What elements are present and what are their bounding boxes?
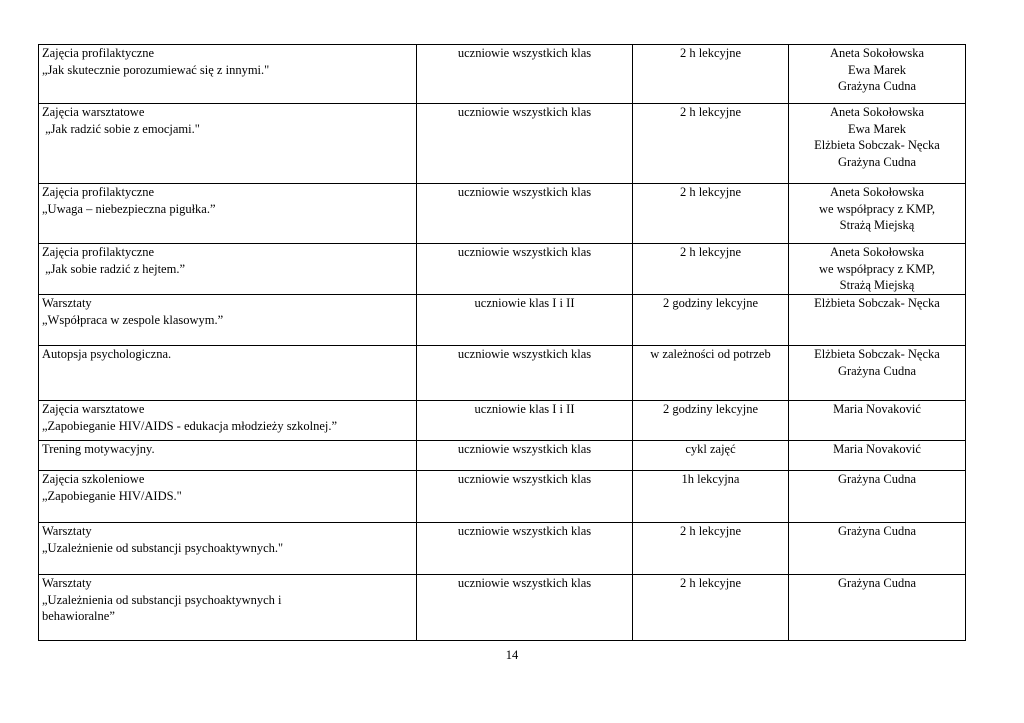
leaders-cell — [789, 244, 966, 295]
audience-cell: uczniowie wszystkich klas — [417, 523, 633, 575]
leader-name: Elżbieta Sobczak- Nęcka — [814, 347, 940, 361]
activity-line: Warsztaty — [42, 576, 92, 590]
duration-cell: w zależności od potrzeb — [633, 346, 789, 401]
activity-line: „Uwaga – niebezpieczna pigułka.” — [42, 201, 216, 216]
leader-name: Aneta Sokołowska — [829, 245, 925, 259]
activity-cell — [39, 244, 417, 295]
leader-name: Maria Novaković — [833, 442, 921, 456]
leader-name: Aneta Sokołowska — [829, 105, 925, 119]
audience-cell: uczniowie klas I i II — [417, 295, 633, 346]
table-row — [39, 346, 966, 401]
table-row — [39, 184, 966, 244]
table-row — [39, 45, 966, 104]
activity-cell — [39, 471, 417, 523]
audience-cell: uczniowie wszystkich klas — [417, 346, 633, 401]
activity-cell — [39, 45, 417, 104]
activity-line: Zajęcia profilaktyczne — [42, 245, 155, 259]
activity-cell — [39, 295, 417, 346]
program-table — [38, 44, 966, 641]
activity-line: „Współpraca w zespole klasowym.” — [42, 312, 224, 327]
activity-line: Zajęcia warsztatowe — [42, 402, 145, 416]
leader-name: Strażą Miejską — [839, 218, 915, 232]
page-number: 14 — [505, 648, 519, 662]
leaders-cell — [789, 184, 966, 244]
table-row — [39, 441, 966, 471]
activity-cell — [39, 346, 417, 401]
leader-name: Ewa Marek — [848, 121, 906, 136]
leader-name: Grażyna Cudna — [837, 79, 917, 93]
activity-line: behawioralne” — [42, 609, 115, 623]
leader-name: Ewa Marek — [848, 62, 906, 77]
activity-line: Warsztaty — [42, 296, 92, 310]
leaders-cell — [789, 441, 966, 471]
audience-cell: uczniowie wszystkich klas — [417, 244, 633, 295]
activity-cell — [39, 184, 417, 244]
duration-cell: 2 godziny lekcyjne — [633, 401, 789, 441]
leaders-cell — [789, 575, 966, 641]
leader-name: Elżbieta Sobczak- Nęcka — [814, 138, 940, 152]
audience-cell: uczniowie wszystkich klas — [417, 45, 633, 104]
leaders-cell — [789, 346, 966, 401]
duration-cell: 2 godziny lekcyjne — [633, 295, 789, 346]
audience-cell: uczniowie wszystkich klas — [417, 184, 633, 244]
leader-name: Grażyna Cudna — [837, 576, 917, 590]
audience-cell: uczniowie wszystkich klas — [417, 575, 633, 641]
leader-name: Strażą Miejską — [839, 278, 915, 292]
leader-name: Grażyna Cudna — [837, 363, 917, 378]
duration-cell: 2 h lekcyjne — [633, 104, 789, 184]
activity-cell — [39, 575, 417, 641]
table-row — [39, 104, 966, 184]
leaders-cell — [789, 104, 966, 184]
leaders-cell — [789, 523, 966, 575]
table-row — [39, 295, 966, 346]
activity-line: „Zapobieganie HIV/AIDS - edukacja młodzieży szkolnej.” — [42, 418, 338, 433]
audience-cell: uczniowie wszystkich klas — [417, 104, 633, 184]
audience-cell: uczniowie wszystkich klas — [417, 441, 633, 471]
activity-cell — [39, 523, 417, 575]
duration-cell: 2 h lekcyjne — [633, 45, 789, 104]
duration-cell: 2 h lekcyjne — [633, 575, 789, 641]
table-row — [39, 244, 966, 295]
duration-cell: 2 h lekcyjne — [633, 184, 789, 244]
table-row — [39, 575, 966, 641]
activity-line: „Uzależnienia od substancji psychoaktywnych i — [42, 592, 282, 607]
duration-cell: 2 h lekcyjne — [633, 244, 789, 295]
activity-line: „Uzależnienie od substancji psychoaktywnych." — [42, 540, 284, 555]
activity-cell — [39, 104, 417, 184]
leader-name: Aneta Sokołowska — [829, 185, 925, 199]
leader-name: we współpracy z KMP, — [819, 261, 935, 276]
leader-name: Grażyna Cudna — [837, 154, 917, 169]
leaders-cell — [789, 45, 966, 104]
leader-name: Aneta Sokołowska — [829, 46, 925, 60]
duration-cell: 2 h lekcyjne — [633, 523, 789, 575]
duration-cell: cykl zajęć — [633, 441, 789, 471]
activity-line: „Jak radzić sobie z emocjami." — [42, 121, 200, 136]
leader-name: Grażyna Cudna — [837, 524, 917, 538]
table-row — [39, 401, 966, 441]
activity-line: Zajęcia profilaktyczne — [42, 46, 155, 60]
leaders-cell — [789, 401, 966, 441]
leaders-cell — [789, 295, 966, 346]
leaders-cell — [789, 471, 966, 523]
activity-cell — [39, 401, 417, 441]
table-row — [39, 523, 966, 575]
leader-name: Elżbieta Sobczak- Nęcka — [814, 296, 940, 310]
activity-cell — [39, 441, 417, 471]
activity-line: Warsztaty — [42, 524, 92, 538]
table-row — [39, 471, 966, 523]
leader-name: we współpracy z KMP, — [819, 201, 935, 216]
activity-line: Trening motywacyjny. — [42, 442, 155, 456]
leader-name: Maria Novaković — [833, 402, 921, 416]
audience-cell: uczniowie klas I i II — [417, 401, 633, 441]
activity-line: „Zapobieganie HIV/AIDS." — [42, 488, 182, 503]
audience-cell: uczniowie wszystkich klas — [417, 471, 633, 523]
activity-line: Zajęcia warsztatowe — [42, 105, 145, 119]
leader-name: Grażyna Cudna — [837, 472, 917, 486]
activity-line: Zajęcia profilaktyczne — [42, 185, 155, 199]
activity-line: Zajęcia szkoleniowe — [42, 472, 145, 486]
activity-line: „Jak sobie radzić z hejtem.” — [42, 261, 185, 276]
activity-line: Autopsja psychologiczna. — [42, 347, 172, 361]
duration-cell: 1h lekcyjna — [633, 471, 789, 523]
activity-line: „Jak skutecznie porozumiewać się z innymi." — [42, 62, 270, 77]
